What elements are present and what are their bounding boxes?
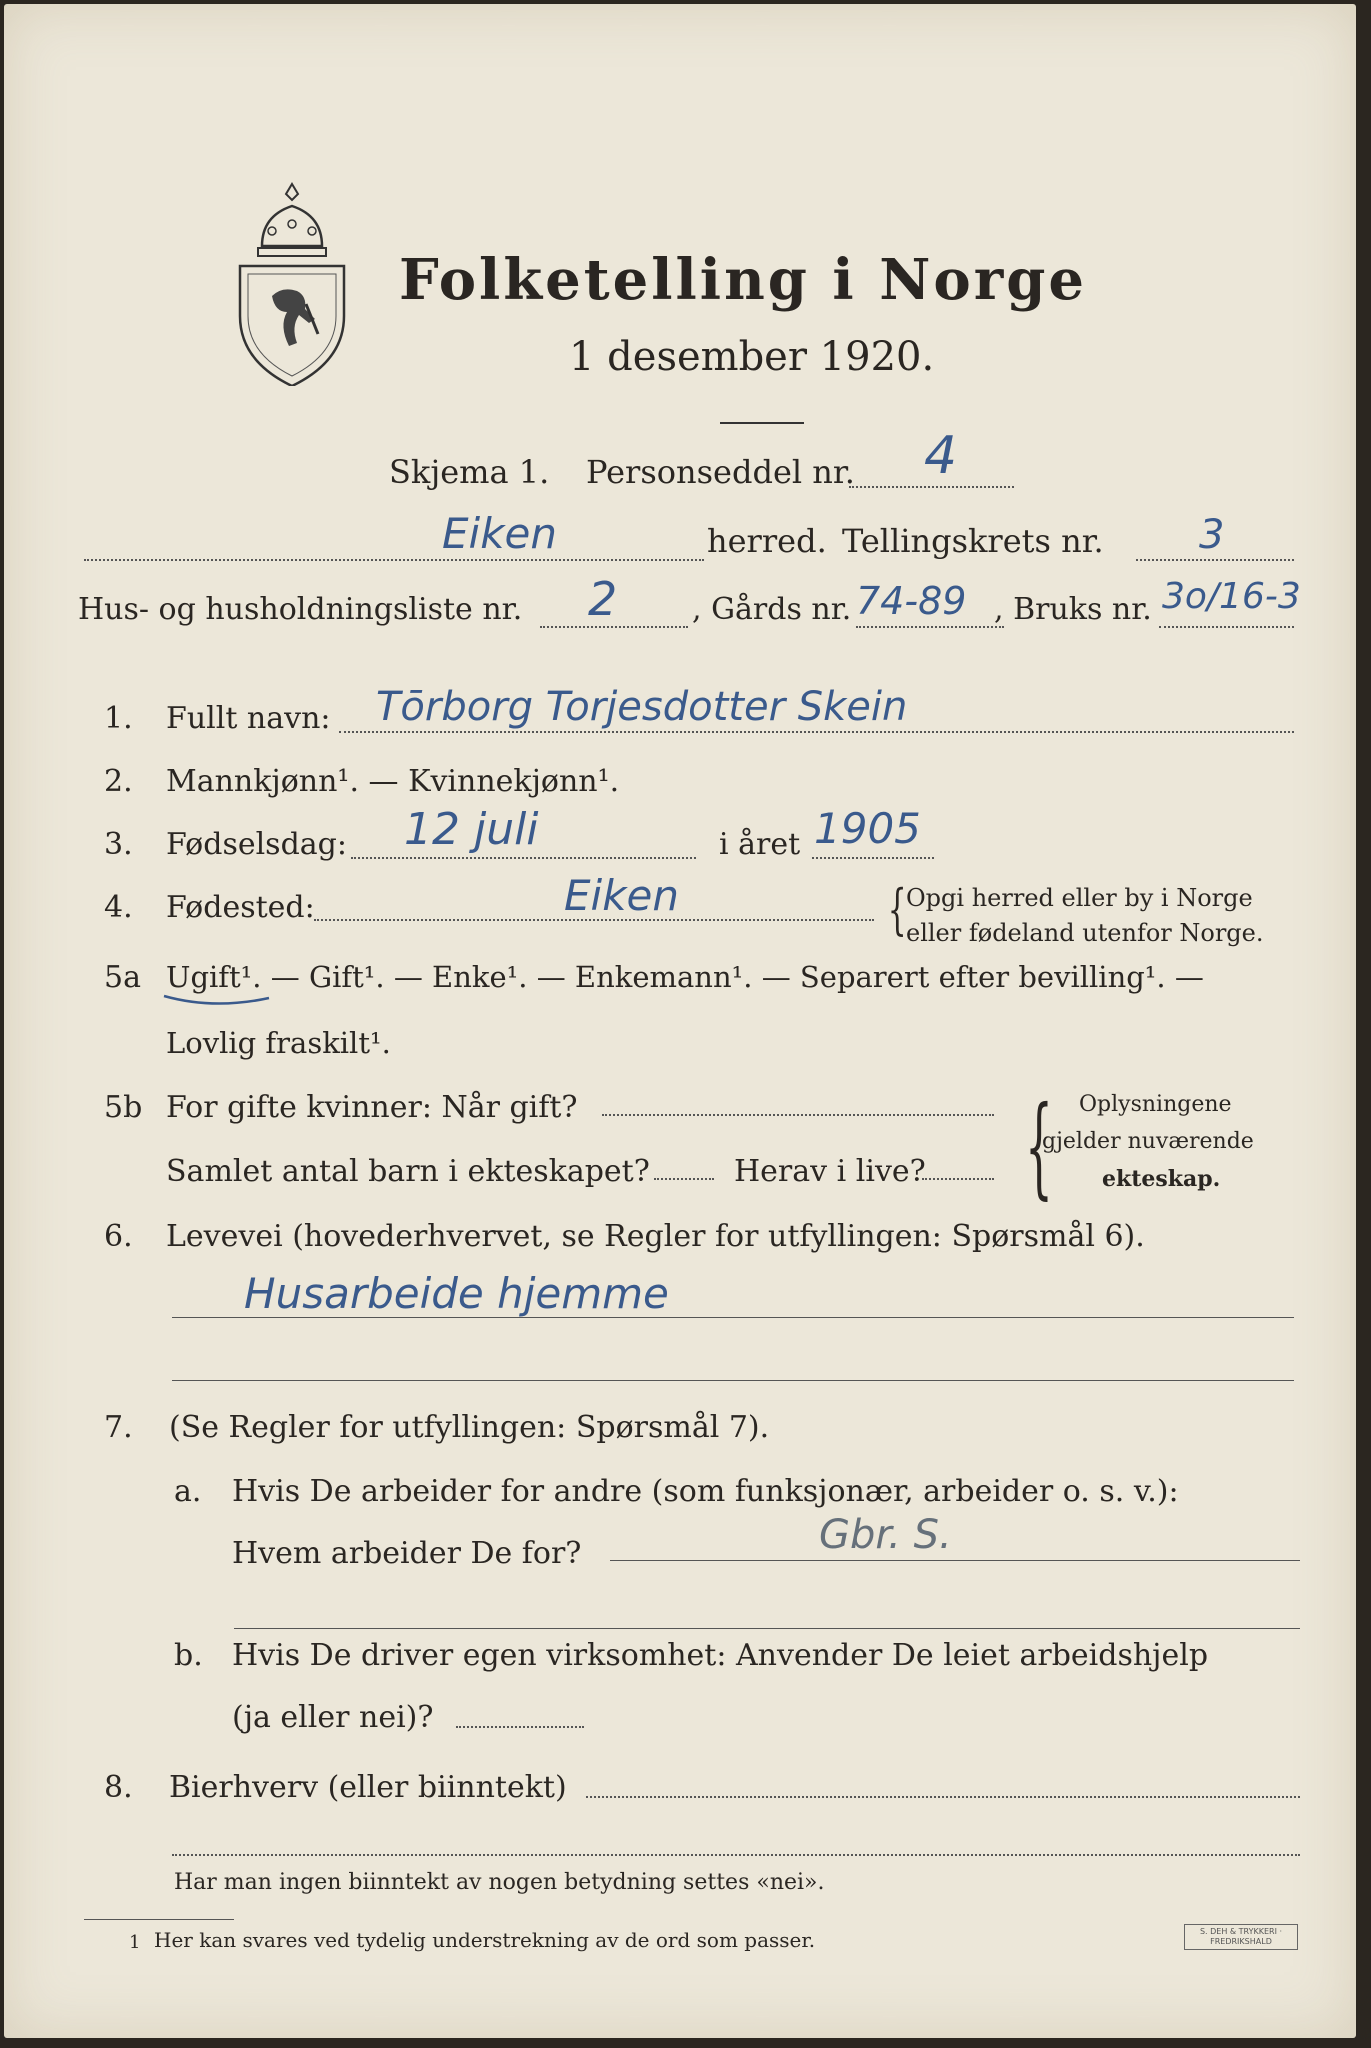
q5b-line2a: Samlet antal barn i ekteskapet? xyxy=(166,1154,650,1189)
q8-label: Bierhverv (eller biinntekt) xyxy=(169,1770,567,1805)
q4-note-2: eller fødeland utenfor Norge. xyxy=(906,919,1264,947)
q6-number: 6. xyxy=(104,1219,133,1254)
q6-line-1 xyxy=(172,1317,1294,1318)
q5b-number: 5b xyxy=(104,1090,143,1125)
ugift-underline xyxy=(162,992,272,1006)
q1-line xyxy=(339,731,1294,733)
q7a-line1: Hvis De arbeider for andre (som funksjonær, arbeider o. s. v.): xyxy=(232,1474,1179,1509)
herred-line xyxy=(84,559,704,561)
personseddel-value: 4 xyxy=(924,426,958,486)
footnote-number: 1 xyxy=(129,1932,141,1953)
bruks-line xyxy=(1159,626,1294,628)
q7b-line xyxy=(456,1726,584,1728)
q5b-brace: { xyxy=(1025,1082,1053,1210)
bruks-label: , Bruks nr. xyxy=(994,592,1152,627)
q3-line xyxy=(351,857,696,859)
bruks-value: 3o/16-3 xyxy=(1162,576,1301,617)
hus-line xyxy=(540,626,688,628)
q5b-when-line xyxy=(602,1114,994,1116)
q1-value: Tōrborg Torjesdotter Skein xyxy=(376,684,908,730)
hus-value: 2 xyxy=(588,572,618,626)
q7a-line-2 xyxy=(234,1628,1300,1629)
q4-note-1: Opgi herred eller by i Norge xyxy=(906,884,1253,912)
herred-label: herred. xyxy=(707,522,827,560)
q1-number: 1. xyxy=(104,701,133,736)
q4-label: Fødested: xyxy=(166,890,315,925)
q8-line-2 xyxy=(172,1854,1300,1856)
q4-number: 4. xyxy=(104,890,133,925)
q5b-note-2: gjelder nuværende xyxy=(1042,1129,1254,1154)
q7a-value: Gbr. S. xyxy=(819,1512,952,1558)
q3-year-value: 1905 xyxy=(814,804,921,853)
q3-year-line xyxy=(812,857,934,859)
q2-label: Mannkjønn¹. — Kvinnekjønn¹. xyxy=(166,764,620,799)
coat-of-arms-icon xyxy=(232,176,352,386)
q5b-line1: For gifte kvinner: Når gift? xyxy=(166,1090,578,1125)
q7-label: (Se Regler for utfyllingen: Spørsmål 7). xyxy=(169,1410,770,1445)
q7a-line2: Hvem arbeider De for? xyxy=(232,1536,582,1571)
census-date: 1 desember 1920. xyxy=(569,334,935,380)
tellingskrets-line xyxy=(1136,559,1294,561)
q7b-letter: b. xyxy=(174,1638,203,1673)
q7a-letter: a. xyxy=(174,1474,202,1509)
schema-label: Skjema 1. xyxy=(389,453,550,491)
q7-number: 7. xyxy=(104,1410,133,1445)
personseddel-line xyxy=(849,486,1014,488)
footnote-text: Her kan svares ved tydelig understrekning av de ord som passer. xyxy=(154,1928,816,1952)
q8-number: 8. xyxy=(104,1770,133,1805)
q5b-alive-line xyxy=(922,1178,994,1180)
q2-number: 2. xyxy=(104,764,133,799)
census-form xyxy=(4,4,1356,2038)
hus-label: Hus- og husholdningsliste nr. xyxy=(78,592,523,627)
q5b-note-3: ekteskap. xyxy=(1102,1166,1221,1192)
q5b-children-line xyxy=(654,1178,714,1180)
nei-note: Har man ingen biinntekt av nogen betydning settes «nei». xyxy=(174,1870,825,1895)
q6-label: Levevei (hovederhvervet, se Regler for utfyllingen: Spørsmål 6). xyxy=(166,1219,1145,1254)
q5a-number: 5a xyxy=(104,960,141,995)
tellingskrets-value: 3 xyxy=(1199,512,1225,558)
gards-label: , Gårds nr. xyxy=(692,592,852,627)
q3-year-label: i året xyxy=(719,827,801,862)
q5b-note-1: Oplysningene xyxy=(1079,1092,1232,1117)
q5a-line1: Ugift¹. — Gift¹. — Enke¹. — Enkemann¹. — Separert efter bevilling¹. — xyxy=(166,960,1204,994)
personseddel-label: Personseddel nr. xyxy=(586,453,855,491)
page-title: Folketelling i Norge xyxy=(399,247,1088,313)
divider xyxy=(720,422,804,424)
q6-line-2 xyxy=(172,1380,1294,1381)
q6-value: Husarbeide hjemme xyxy=(244,1269,669,1318)
q8-line xyxy=(586,1796,1300,1798)
printer-stamp: S. DEH & TRYKKERI · FREDRIKSHALD xyxy=(1184,1924,1298,1950)
footnote-divider xyxy=(84,1919,234,1920)
q7a-line xyxy=(610,1560,1300,1561)
q4-value: Eiken xyxy=(564,871,679,920)
q5a-line2: Lovlig fraskilt¹. xyxy=(166,1026,391,1060)
q5b-line2b: Herav i live? xyxy=(734,1154,926,1189)
tellingskrets-label: Tellingskrets nr. xyxy=(842,522,1104,560)
q7b-line1: Hvis De driver egen virksomhet: Anvender De leiet arbeidshjelp xyxy=(232,1638,1209,1673)
herred-value: Eiken xyxy=(442,509,557,558)
q3-label: Fødselsdag: xyxy=(166,827,347,862)
q7b-line2: (ja eller nei)? xyxy=(232,1700,434,1735)
q4-brace: { xyxy=(887,878,907,941)
gards-line xyxy=(856,626,1004,628)
gards-value: 74-89 xyxy=(856,579,967,623)
q3-value: 12 juli xyxy=(404,804,539,855)
q3-number: 3. xyxy=(104,827,133,862)
q1-label: Fullt navn: xyxy=(166,701,331,736)
